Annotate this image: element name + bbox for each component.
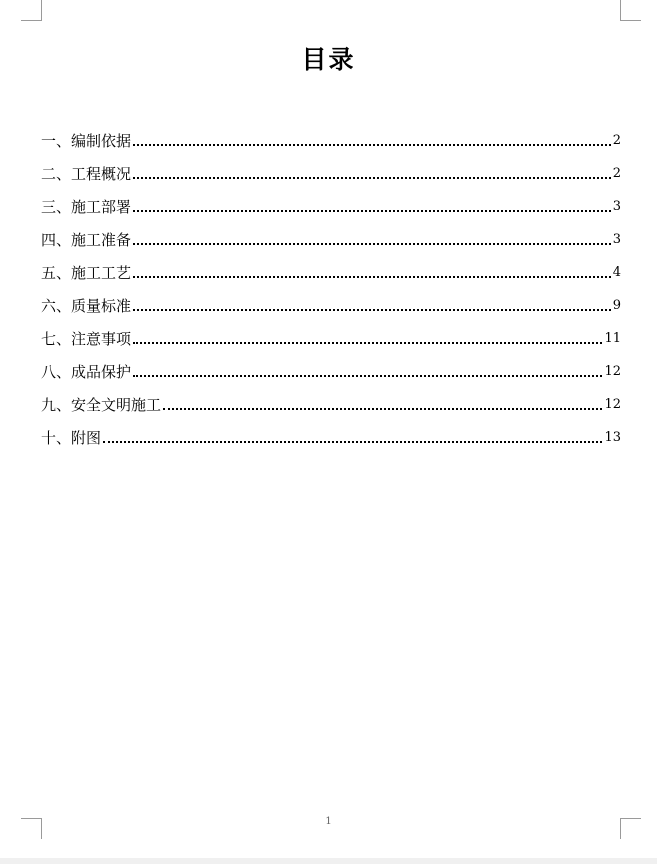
page-title: 目录 <box>301 45 356 74</box>
toc-entry[interactable] <box>41 217 621 250</box>
toc-entry-page: 3 <box>612 232 621 247</box>
toc-dot-leader <box>133 243 611 245</box>
margin-corner-top-right <box>620 0 641 21</box>
toc-entry-page: 13 <box>604 430 621 445</box>
toc-entry[interactable] <box>41 118 621 151</box>
toc-entry-label: 九、安全文明施工 <box>41 396 162 414</box>
toc-entry[interactable] <box>41 283 621 316</box>
toc-entry-label: 五、施工工艺 <box>41 264 132 282</box>
toc-entry-page: 2 <box>612 166 621 181</box>
table-of-contents <box>41 118 621 448</box>
toc-entry-label: 八、成品保护 <box>41 363 132 381</box>
toc-entry-label: 二、工程概况 <box>41 165 132 183</box>
toc-entry-page: 2 <box>612 133 621 148</box>
toc-entry-label: 六、质量标准 <box>41 297 132 315</box>
toc-entry-label: 七、注意事项 <box>41 330 132 348</box>
toc-dot-leader <box>163 408 602 410</box>
page-gap <box>0 858 657 864</box>
toc-entry-label: 一、编制依据 <box>41 132 132 150</box>
toc-dot-leader <box>133 144 611 146</box>
toc-dot-leader <box>133 177 611 179</box>
toc-entry[interactable] <box>41 349 621 382</box>
toc-dot-leader <box>133 342 602 344</box>
toc-entry[interactable] <box>41 250 621 283</box>
toc-entry[interactable] <box>41 316 621 349</box>
toc-entry-page: 3 <box>612 199 621 214</box>
page-number: 1 <box>325 816 332 827</box>
toc-entry-page: 4 <box>612 265 621 280</box>
toc-entry-label: 三、施工部署 <box>41 198 132 216</box>
toc-entry-page: 11 <box>604 331 621 346</box>
toc-dot-leader <box>133 309 611 311</box>
toc-entry-label: 十、附图 <box>41 429 102 447</box>
margin-corner-top-left <box>21 0 42 21</box>
toc-entry-label: 四、施工准备 <box>41 231 132 249</box>
toc-entry[interactable] <box>41 151 621 184</box>
toc-dot-leader <box>103 441 602 443</box>
toc-entry-page: 12 <box>604 364 621 379</box>
toc-entry[interactable] <box>41 184 621 217</box>
toc-dot-leader <box>133 375 602 377</box>
toc-dot-leader <box>133 210 611 212</box>
toc-entry-page: 9 <box>612 298 621 313</box>
toc-dot-leader <box>133 276 611 278</box>
toc-entry[interactable] <box>41 382 621 415</box>
toc-entry[interactable] <box>41 415 621 448</box>
toc-entry-page: 12 <box>604 397 621 412</box>
